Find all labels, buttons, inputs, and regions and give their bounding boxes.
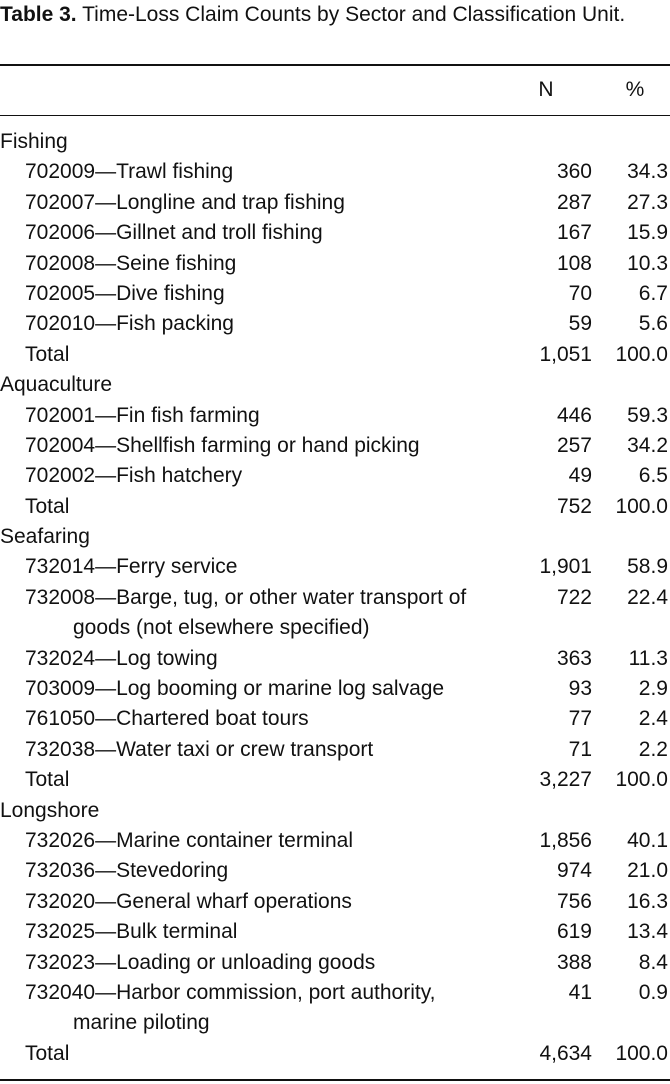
percent-cell: 6.7: [638, 281, 668, 305]
top-rule: [0, 64, 670, 66]
count-cell: 363: [556, 646, 592, 670]
row-label: [25, 856, 545, 886]
row-label-text: Longshore: [0, 798, 100, 822]
row-label-text: 732023—Loading or unloading goods: [25, 950, 376, 974]
column-header-percent: %: [625, 78, 645, 101]
count-cell: 71: [568, 737, 592, 761]
caption-text: Time-Loss Claim Counts by Sector and Classification Unit.: [82, 3, 626, 26]
row-label-text: 702006—Gillnet and troll fishing: [25, 221, 323, 245]
row-label-text: 702008—Seine fishing: [25, 251, 237, 275]
percent-cell: 5.6: [638, 312, 668, 336]
percent-cell: 22.4: [627, 585, 668, 609]
table-row: [0, 188, 670, 218]
percent-cell: 58.9: [627, 555, 668, 579]
total-row: [0, 765, 670, 795]
row-label: [25, 644, 545, 674]
table-row: [0, 157, 670, 187]
percent-cell: 6.5: [638, 464, 668, 488]
row-label-text: 702010—Fish packing: [25, 312, 234, 336]
percent-cell: 13.4: [627, 920, 668, 944]
row-label-text: Seafaring: [0, 525, 90, 549]
table-row: [0, 948, 670, 978]
percent-cell: 21.0: [627, 859, 668, 883]
percent-cell: 34.3: [627, 160, 668, 184]
caption-label: Table 3.: [0, 3, 77, 26]
table-row: [0, 917, 670, 947]
count-cell: 77: [568, 707, 592, 731]
row-label: [25, 431, 545, 461]
count-cell: 1,856: [539, 829, 592, 852]
count-cell: 722: [556, 585, 592, 609]
count-cell: 93: [568, 677, 592, 701]
row-label-text: 702009—Trawl fishing: [25, 160, 234, 184]
row-label-continuation: marine piloting: [73, 1011, 210, 1035]
row-label: [25, 674, 545, 704]
row-label-text: Total: [25, 768, 70, 792]
table-row: [0, 887, 670, 917]
row-label-text: 702002—Fish hatchery: [25, 464, 243, 488]
row-label-text: 702004—Shellfish farming or hand picking: [25, 433, 420, 457]
table-row: [0, 978, 670, 1039]
sector-label: [0, 370, 520, 400]
row-label-text: 732024—Log towing: [25, 646, 218, 670]
count-cell: 4,634: [539, 1041, 592, 1065]
header-rule: [0, 115, 670, 116]
row-label-text: 702005—Dive fishing: [25, 281, 225, 305]
count-cell: 167: [556, 221, 592, 245]
row-label: [25, 492, 545, 522]
count-cell: 49: [568, 464, 592, 488]
count-cell: 3,227: [539, 768, 592, 792]
row-label: [25, 704, 545, 734]
table-row: [0, 461, 670, 491]
sector-row: [0, 522, 670, 552]
row-label-text: 761050—Chartered boat tours: [25, 707, 309, 731]
count-cell: 752: [556, 494, 592, 518]
count-cell: 756: [556, 889, 592, 913]
table-row: [0, 735, 670, 765]
table-row: [0, 826, 670, 856]
table-row: [0, 279, 670, 309]
row-label: [25, 218, 545, 248]
table-row: [0, 309, 670, 339]
row-label-text: 732040—Harbor commission, port authority,: [25, 980, 436, 1004]
row-label-continuation: goods (not elsewhere specified): [73, 616, 370, 640]
row-label-text: 732014—Ferry service: [25, 555, 238, 579]
row-label: [25, 887, 545, 917]
table-row: [0, 249, 670, 279]
percent-cell: 15.9: [627, 221, 668, 245]
table-body: [0, 127, 670, 1069]
table-row: [0, 583, 670, 644]
row-label: [25, 552, 545, 582]
row-label-text: 732008—Barge, tug, or other water transport of: [25, 585, 467, 609]
table-row: [0, 401, 670, 431]
row-label: [25, 735, 545, 765]
percent-cell: 8.4: [638, 950, 668, 974]
percent-cell: 40.1: [627, 829, 668, 852]
row-label: [25, 826, 545, 856]
percent-cell: 2.4: [638, 707, 668, 731]
count-cell: 388: [556, 950, 592, 974]
percent-cell: 27.3: [627, 190, 668, 214]
count-cell: 1,051: [539, 342, 592, 366]
row-label-text: Total: [25, 342, 70, 366]
percent-cell: 0.9: [638, 980, 668, 1004]
table-row: [0, 704, 670, 734]
row-label-text: 732026—Marine container terminal: [25, 829, 354, 852]
sector-label: [0, 522, 520, 552]
percent-cell: 2.2: [638, 737, 668, 761]
table-row: [0, 431, 670, 461]
table-row: [0, 674, 670, 704]
percent-cell: 34.2: [627, 433, 668, 457]
row-label: [25, 188, 545, 218]
sector-row: [0, 370, 670, 400]
count-cell: 108: [556, 251, 592, 275]
sector-row: [0, 796, 670, 826]
sector-label: [0, 796, 520, 826]
count-cell: 287: [556, 190, 592, 214]
percent-cell: 100.0: [615, 768, 668, 792]
row-label-text: Fishing: [0, 130, 68, 153]
table-row: [0, 552, 670, 582]
row-label-text: Total: [25, 494, 70, 518]
percent-cell: 100.0: [615, 1041, 668, 1065]
row-label: [25, 978, 545, 1039]
row-label-text: Total: [25, 1041, 70, 1065]
row-label: [25, 157, 545, 187]
percent-cell: 11.3: [628, 646, 668, 670]
total-row: [0, 1039, 670, 1069]
percent-cell: 16.3: [627, 889, 668, 913]
row-label: [25, 249, 545, 279]
row-label-text: 702007—Longline and trap fishing: [25, 190, 345, 214]
row-label: [25, 948, 545, 978]
sector-label: [0, 127, 520, 157]
count-cell: 59: [568, 312, 592, 336]
count-cell: 257: [556, 433, 592, 457]
count-cell: 974: [556, 859, 592, 883]
table-caption: [0, 0, 660, 30]
count-cell: 70: [568, 281, 592, 305]
row-label: [25, 401, 545, 431]
percent-cell: 100.0: [615, 494, 668, 518]
row-label: [25, 340, 545, 370]
row-label-text: 702001—Fin fish farming: [25, 403, 260, 427]
count-cell: 360: [556, 160, 592, 184]
count-cell: 446: [556, 403, 592, 427]
percent-cell: 10.3: [627, 251, 668, 275]
row-label-text: 732036—Stevedoring: [25, 859, 229, 883]
table-row: [0, 644, 670, 674]
sector-row: [0, 127, 670, 157]
row-label-text: Aquaculture: [0, 373, 113, 397]
row-label-text: 732025—Bulk terminal: [25, 920, 238, 944]
row-label: [25, 765, 545, 795]
table-row: [0, 218, 670, 248]
count-cell: 41: [568, 980, 592, 1004]
row-label: [25, 583, 545, 644]
column-header-n: N: [538, 78, 554, 101]
row-label: [25, 917, 545, 947]
row-label-text: 732038—Water taxi or crew transport: [25, 737, 374, 761]
count-cell: 1,901: [539, 555, 592, 579]
percent-cell: 59.3: [627, 403, 668, 427]
percent-cell: 2.9: [638, 677, 668, 701]
row-label-text: 703009—Log booming or marine log salvage: [25, 677, 445, 701]
total-row: [0, 492, 670, 522]
row-label-text: 732020—General wharf operations: [25, 889, 352, 913]
table-row: [0, 856, 670, 886]
count-cell: 619: [556, 920, 592, 944]
row-label: [25, 461, 545, 491]
row-label: [25, 309, 545, 339]
row-label: [25, 1039, 545, 1069]
percent-cell: 100.0: [615, 342, 668, 366]
row-label: [25, 279, 545, 309]
total-row: [0, 340, 670, 370]
bottom-rule: [0, 1079, 670, 1081]
